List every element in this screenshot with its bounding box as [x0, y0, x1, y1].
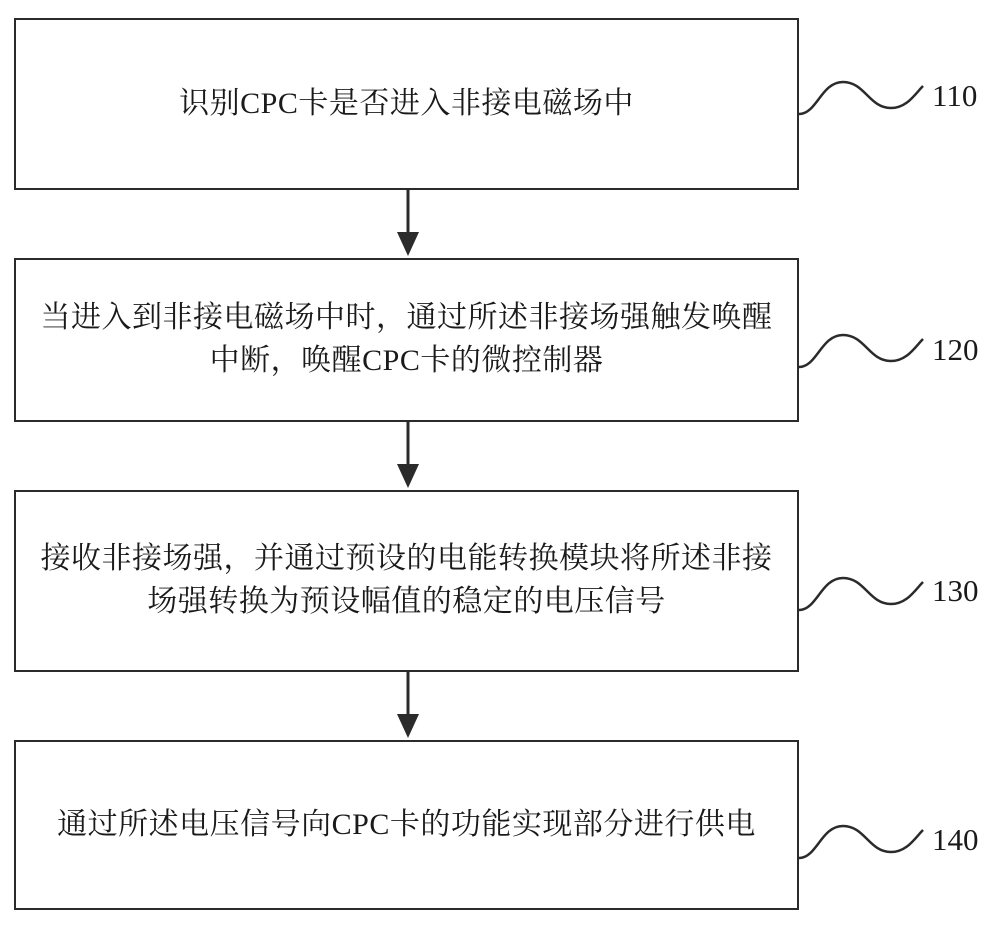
arrow-110-to-120	[388, 190, 428, 258]
flowchart-ref-120: 120	[932, 332, 979, 367]
arrow-120-to-130	[388, 422, 428, 490]
flowchart-ref-110: 110	[932, 78, 978, 113]
flowchart-ref-130: 130	[932, 573, 979, 608]
flowchart-node-110	[14, 18, 799, 190]
leader-line-140	[795, 806, 925, 866]
arrow-130-to-140	[388, 672, 428, 740]
flowchart-node-130	[14, 490, 799, 672]
flowchart-node-120	[14, 258, 799, 422]
leader-line-110	[795, 62, 925, 122]
flowchart-node-140-text: 通过所述电压信号向CPC卡的功能实现部分进行供电	[57, 807, 756, 841]
leader-line-130	[795, 558, 925, 618]
flowchart-node-110-text: 识别CPC卡是否进入非接电磁场中	[179, 86, 634, 120]
flowchart-node-140	[14, 740, 799, 910]
flowchart-node-120-text: 当进入到非接电磁场中时，通过所述非接场强触发唤醒中断，唤醒CPC卡的微控制器	[40, 301, 773, 377]
flowchart-node-130-text: 接收非接场强，并通过预设的电能转换模块将所述非接场强转换为预设幅值的稳定的电压信号	[40, 542, 773, 618]
leader-line-120	[795, 315, 925, 375]
flowchart-ref-140: 140	[932, 822, 979, 857]
